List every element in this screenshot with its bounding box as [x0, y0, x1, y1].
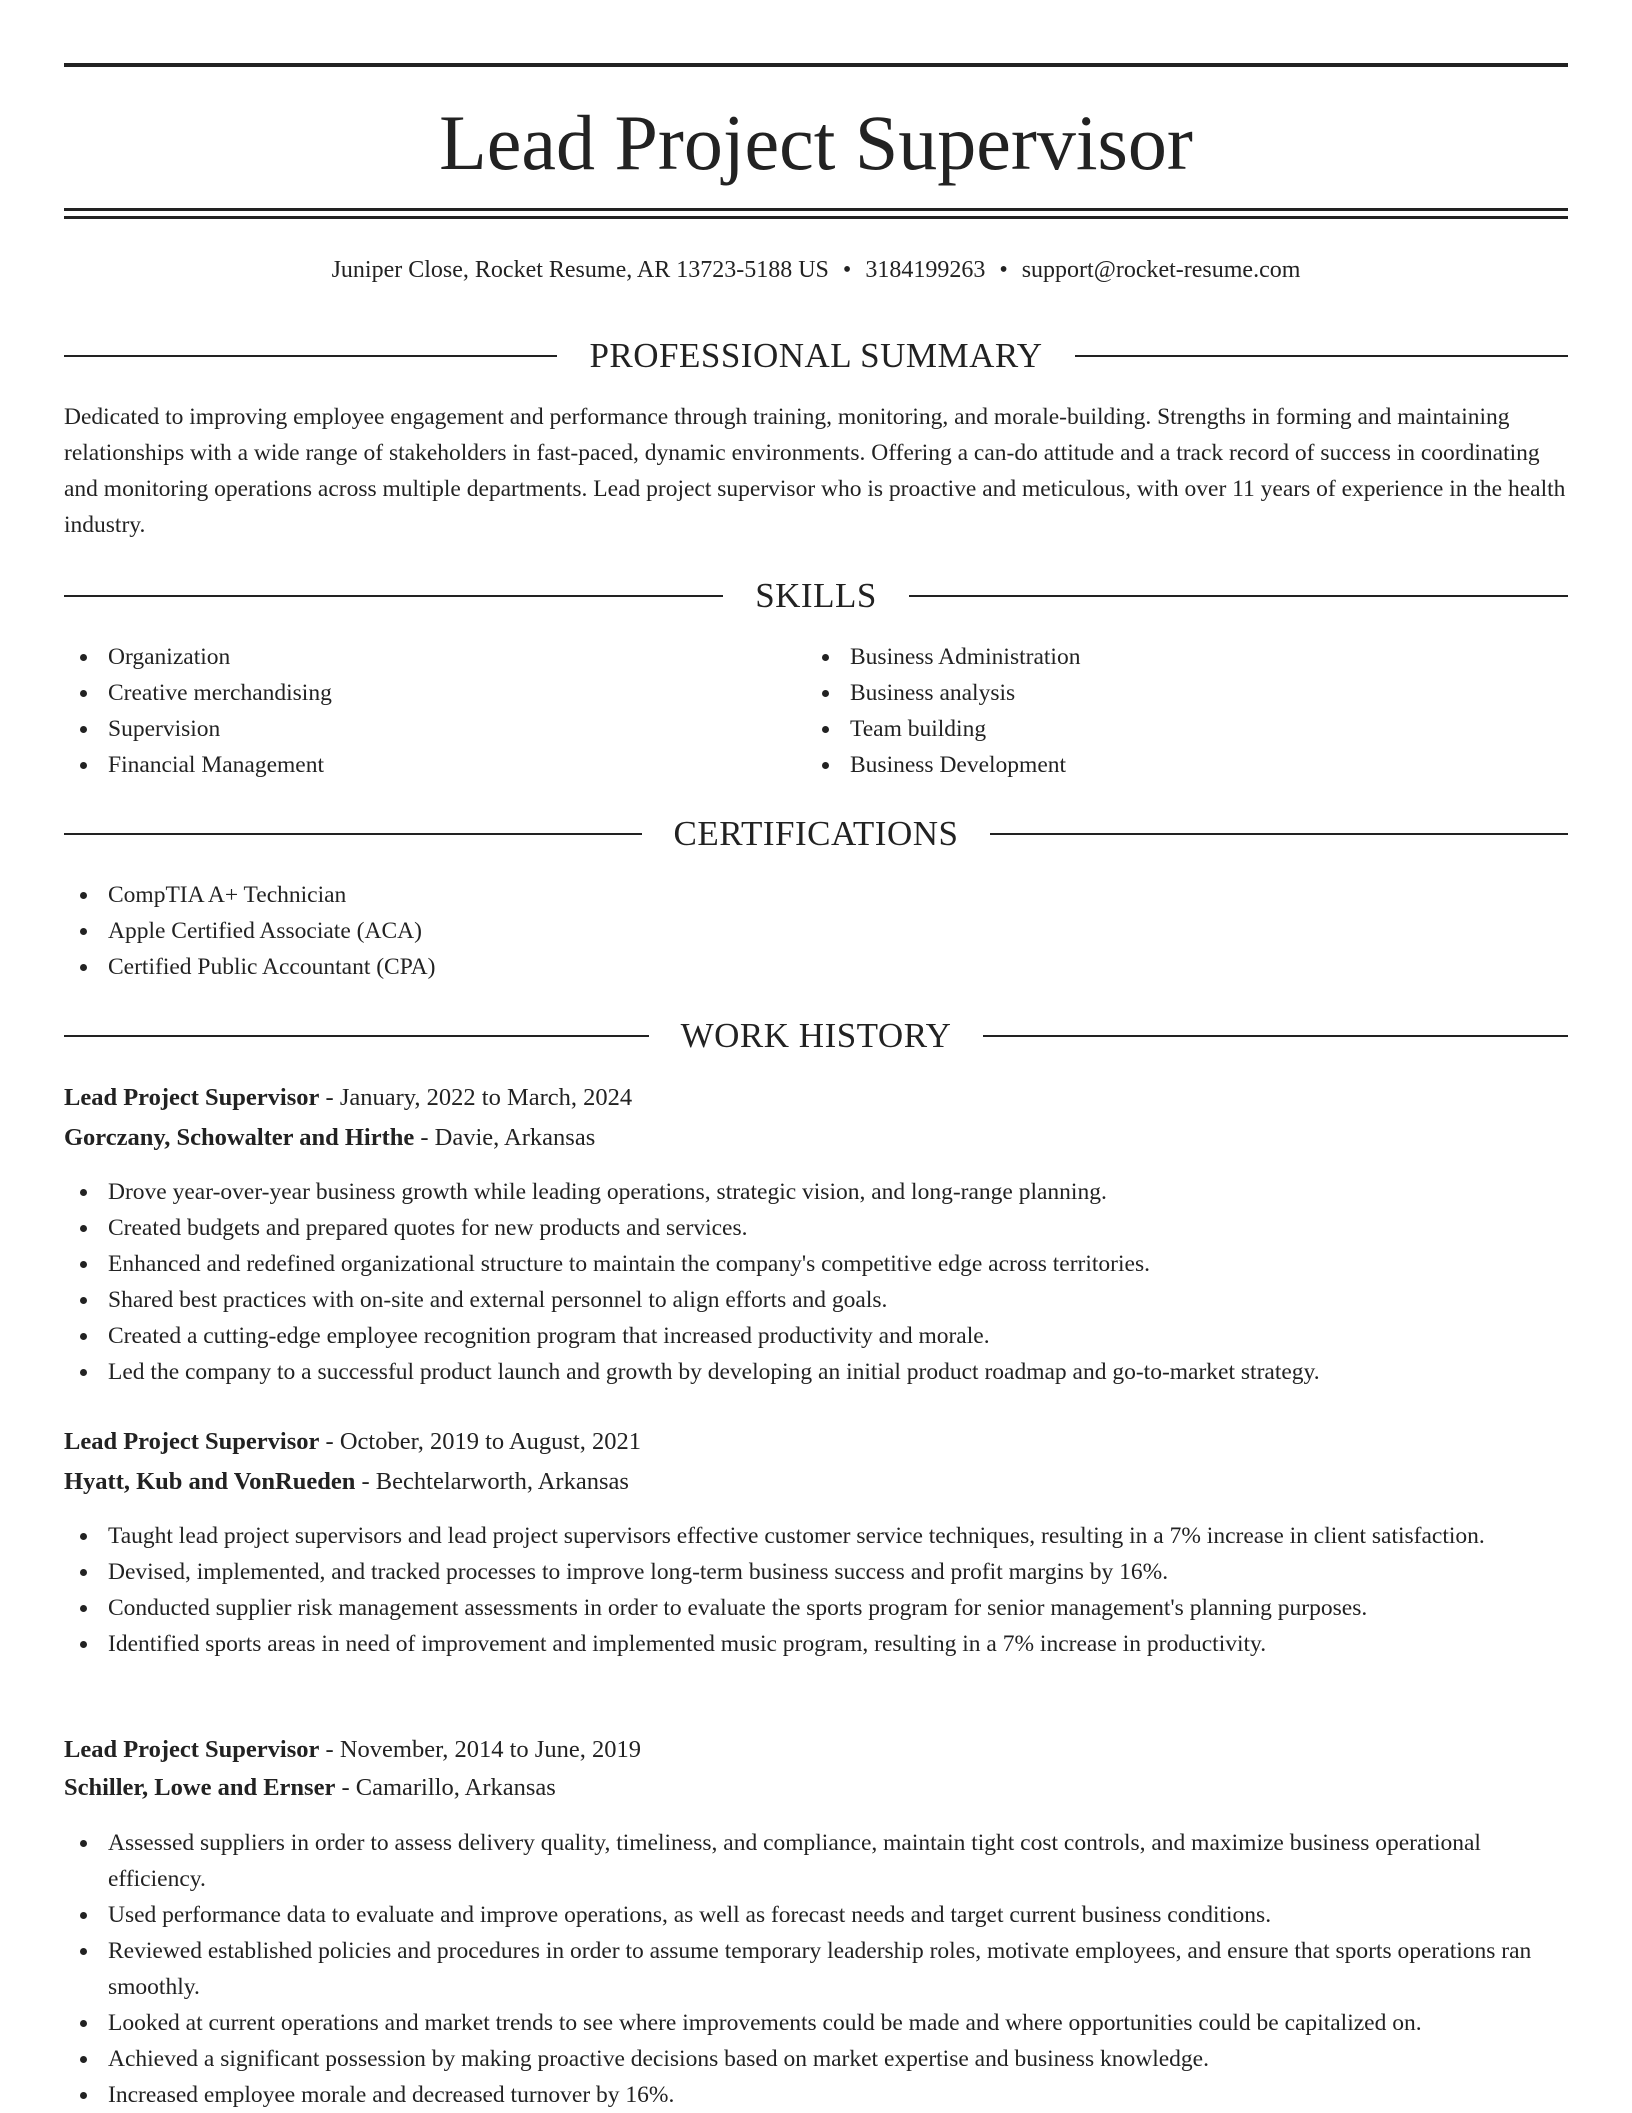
section-rule	[64, 833, 642, 835]
certification-item: Certified Public Accountant (CPA)	[64, 949, 1568, 985]
job-title: Lead Project Supervisor	[64, 1736, 320, 1763]
job-bullet: Reviewed established policies and procedures in order to assume temporary leadership roles, motivate employees, and ensure that sports operations ran smoothly.	[64, 1933, 1568, 2005]
job-bullet: Drove year-over-year business growth while leading operations, strategic vision, and long-range planning.	[64, 1174, 1568, 1210]
certification-item: CompTIA A+ Technician	[64, 877, 1568, 913]
skill-item: Business Administration	[806, 639, 1566, 675]
skill-item: Business Development	[806, 747, 1566, 783]
job-location: - Camarillo, Arkansas	[335, 1774, 556, 1801]
certifications-section-heading	[64, 812, 1568, 856]
contact-line	[64, 252, 1568, 288]
skill-item: Creative merchandising	[64, 675, 804, 711]
section-title: SKILLS	[755, 576, 877, 615]
job-bullets	[64, 1825, 1568, 2113]
job-title-line	[64, 1424, 1568, 1460]
job-bullet: Led the company to a successful product launch and growth by developing an initial product roadmap and go-to-market strategy.	[64, 1354, 1568, 1390]
job-company: Schiller, Lowe and Ernser	[64, 1774, 336, 1801]
job-title-line	[64, 1080, 1568, 1116]
contact-email: support@rocket-resume.com	[1021, 257, 1301, 283]
section-title: WORK HISTORY	[680, 1016, 952, 1055]
job-company-line	[64, 1120, 1568, 1156]
summary-text: Dedicated to improving employee engagement and performance through training, monitoring, and morale-building. Strengths in forming and maintaining relationships with a wide range of stakeholders in fast-paced, dynamic environments. Offering a can-do attitude and a track record of success in coordinating and monitoring operations across multiple departments. Lead project supervisor who is proactive and meticulous, with over 11 years of experience in the health industry.	[64, 404, 1566, 538]
job-bullet: Conducted supplier risk management assessments in order to evaluate the sports program for senior management's planning purposes.	[64, 1590, 1504, 1626]
job-title: Lead Project Supervisor	[64, 1084, 320, 1111]
job-bullet: Assessed suppliers in order to assess delivery quality, timeliness, and compliance, maintain tight cost controls, and maximize business operational efficiency.	[64, 1825, 1568, 1897]
section-rule	[64, 355, 557, 357]
job-location: - Davie, Arkansas	[414, 1124, 596, 1151]
contact-separator: •	[999, 257, 1008, 283]
job-title-line	[64, 1732, 1568, 1768]
job-dates: - November, 2014 to June, 2019	[319, 1736, 641, 1763]
skills-list-right	[806, 639, 1566, 783]
skill-item: Organization	[64, 639, 804, 675]
section-title: PROFESSIONAL SUMMARY	[589, 336, 1043, 375]
skill-item: Business analysis	[806, 675, 1566, 711]
job-location: - Bechtelarworth, Arkansas	[355, 1468, 629, 1495]
job-company-line	[64, 1770, 1568, 1806]
contact-separator: •	[842, 257, 852, 283]
job-bullet: Achieved a significant possession by making proactive decisions based on market expertise and business knowledge.	[64, 2041, 1568, 2077]
summary-section-heading	[64, 334, 1568, 378]
certifications-list	[64, 877, 1568, 985]
skills-list-left	[64, 639, 804, 783]
section-rule	[990, 833, 1568, 835]
job-bullet: Identified sports areas in need of improvement and implemented music program, resulting in a 7% increase in productivity.	[64, 1626, 1504, 1662]
skill-item: Team building	[806, 711, 1566, 747]
header-bottom-rule	[64, 208, 1568, 211]
section-rule	[64, 595, 723, 597]
job-bullet: Looked at current operations and market trends to see where improvements could be made and where opportunities could be capitalized on.	[64, 2005, 1568, 2041]
job-title: Lead Project Supervisor	[64, 1428, 320, 1455]
job-bullets	[64, 1174, 1568, 1390]
section-title: CERTIFICATIONS	[673, 814, 959, 853]
header-bottom-rule-double	[64, 216, 1568, 219]
job-bullets	[64, 1518, 1504, 1662]
job-dates: - January, 2022 to March, 2024	[319, 1084, 633, 1111]
job-company: Gorczany, Schowalter and Hirthe	[64, 1124, 415, 1151]
job-bullet: Increased employee morale and decreased turnover by 16%.	[64, 2077, 1568, 2113]
section-rule	[64, 1035, 649, 1037]
contact-address: Juniper Close, Rocket Resume, AR 13723-5188 US	[331, 257, 829, 283]
section-rule	[1075, 355, 1568, 357]
job-bullet: Taught lead project supervisors and lead project supervisors effective customer service techniques, resulting in a 7% increase in client satisfaction.	[64, 1518, 1504, 1554]
work-history-section-heading	[64, 1014, 1568, 1058]
skill-item: Supervision	[64, 711, 804, 747]
job-company: Hyatt, Kub and VonRueden	[64, 1468, 356, 1495]
section-rule	[983, 1035, 1568, 1037]
contact-phone: 3184199263	[865, 257, 986, 283]
job-dates: - October, 2019 to August, 2021	[319, 1428, 641, 1455]
job-bullet: Created budgets and prepared quotes for new products and services.	[64, 1210, 1568, 1246]
job-bullet: Enhanced and redefined organizational structure to maintain the company's competitive edge across territories.	[64, 1246, 1568, 1282]
job-bullet: Created a cutting-edge employee recognition program that increased productivity and morale.	[64, 1318, 1568, 1354]
job-company-line	[64, 1464, 1568, 1500]
section-rule	[909, 595, 1568, 597]
resume-name-title: Lead Project Supervisor	[439, 99, 1193, 186]
job-bullet: Shared best practices with on-site and external personnel to align efforts and goals.	[64, 1282, 1568, 1318]
skills-section-heading	[64, 574, 1568, 618]
job-bullet: Used performance data to evaluate and improve operations, as well as forecast needs and target current business conditions.	[64, 1897, 1568, 1933]
job-bullet: Devised, implemented, and tracked processes to improve long-term business success and profit margins by 16%.	[64, 1554, 1504, 1590]
header-top-rule	[64, 63, 1568, 67]
certification-item: Apple Certified Associate (ACA)	[64, 913, 1568, 949]
skill-item: Financial Management	[64, 747, 804, 783]
